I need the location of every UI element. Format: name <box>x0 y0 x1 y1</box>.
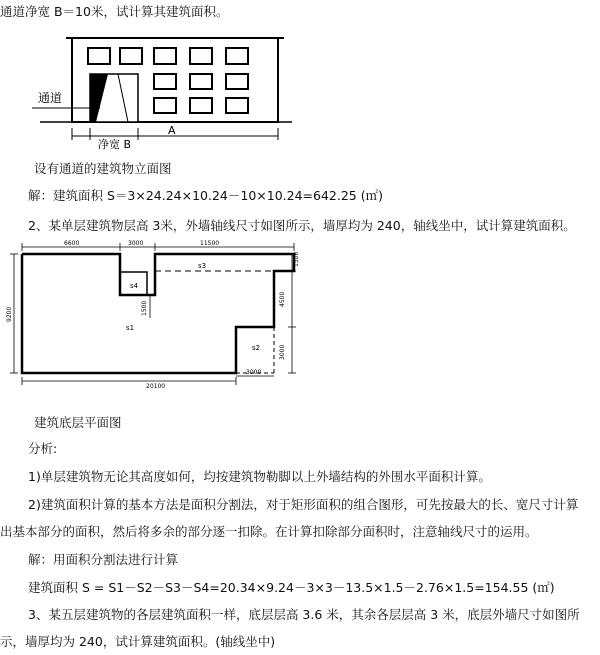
elevation-figure <box>0 22 600 172</box>
width-b-label: 净宽 B <box>98 138 132 151</box>
passage-label: 通道 <box>38 91 63 105</box>
window-row-top <box>88 48 248 64</box>
dim-20100: 20100 <box>146 383 166 390</box>
dim-6600: 6600 <box>64 240 80 247</box>
dim-3000-bottom: 3000 <box>246 369 262 376</box>
dim-3000-right: 3000 <box>279 344 286 360</box>
solution2-formula: 建筑面积 S = S1－S2－S3－S4=20.34×9.24－3×3－13.5×1.5－2.76×1.5=154.55 (㎡) <box>28 580 555 595</box>
region-s1: s1 <box>126 324 135 332</box>
solution2-heading: 解：用面积分割法进行计算 <box>28 552 179 567</box>
dimension-a-label: A <box>168 124 176 137</box>
analysis-point-2-line1: 2)建筑面积计算的基本方法是面积分割法，对于矩形面积的组合图形，可先按最大的长、宽尺寸计算 <box>28 497 579 512</box>
problem3-line1: 3、某五层建筑物的各层建筑面积一样，底层层高 3.6 米，其余各层层高 3 米，底层外墙尺寸如图所 <box>28 607 580 622</box>
solution1-text: 解：建筑面积 S＝3×24.24×10.24－10×10.24=642.25 (㎡) <box>28 188 383 203</box>
dim-11500: 11500 <box>200 240 220 247</box>
fig1-caption: 设有通道的建筑物立面图 <box>34 161 172 176</box>
problem2-text: 2、某单层建筑物层高 3米，外墙轴线尺寸如图所示，墙厚均为 240，轴线坐中，试计算建筑面积。 <box>28 218 576 233</box>
dim-1500-mid: 1500 <box>141 300 148 316</box>
region-s4: s4 <box>130 282 139 290</box>
analysis-point-2-line2: 出基本部分的面积，然后将多余的部分逐一扣除。在计算扣除部分面积时，注意轴线尺寸的运用。 <box>0 524 538 539</box>
fig2-caption: 建筑底层平面图 <box>34 415 122 430</box>
window-grid-right <box>154 74 248 113</box>
analysis-heading: 分析: <box>28 441 58 456</box>
floor-plan-figure <box>0 236 600 401</box>
dim-3000-top: 3000 <box>128 240 144 247</box>
problem3-line2: 示，墙厚均为 240，试计算建筑面积。(轴线坐中) <box>0 634 276 649</box>
dim-4500: 4500 <box>279 291 286 307</box>
region-s2: s2 <box>252 344 261 352</box>
analysis-point-1: 1)单层建筑物无论其高度如何，均按建筑物勒脚以上外墙结构的外围水平面积计算。 <box>28 469 491 484</box>
dim-1500-right: 1500 <box>293 251 300 267</box>
intro-text: 通道净宽 B＝10米，试计算其建筑面积。 <box>0 4 229 19</box>
region-s3: s3 <box>198 262 207 270</box>
dim-9200: 9200 <box>6 306 13 322</box>
plan-outline <box>22 254 294 373</box>
